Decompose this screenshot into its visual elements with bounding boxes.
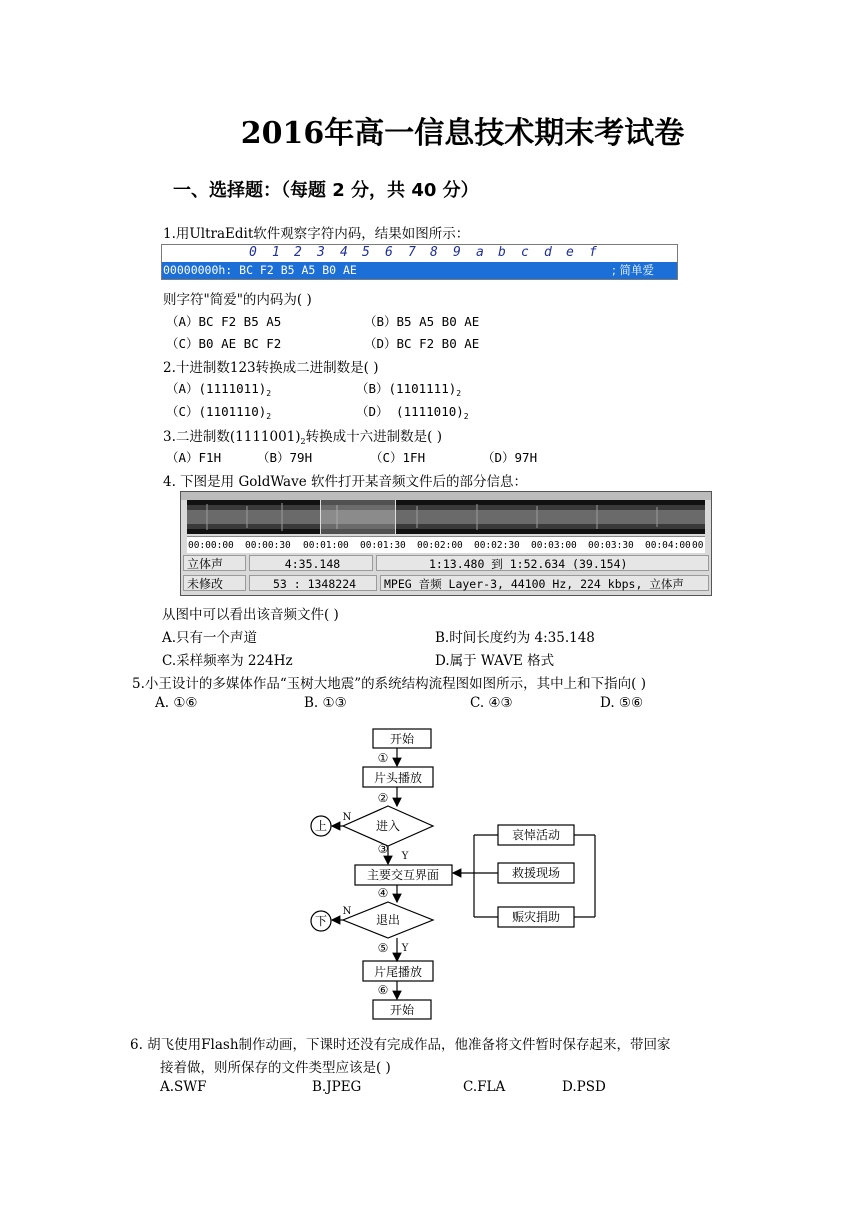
- q2-option-c: [166, 402, 271, 421]
- q2-option-d: [356, 402, 469, 421]
- format-info: MPEG 音频 Layer-3, 44100 Hz, 224 kbps, 立体声: [380, 575, 709, 591]
- ue-col: 8: [430, 245, 438, 260]
- flow-side3-text: 赈灾捐助: [511, 910, 561, 924]
- q6-option-b: B.JPEG: [312, 1079, 362, 1095]
- flow-intro-text: 片头播放: [373, 771, 423, 785]
- goldwave-top-ruler: [181, 492, 711, 500]
- ultraedit-strip: [161, 244, 678, 280]
- flow-label-1: ①: [377, 751, 389, 765]
- q5-option-c: C. ④③: [470, 695, 513, 711]
- q4-stem: 4. 下图是用 GoldWave 软件打开某音频文件后的部分信息：: [163, 474, 527, 490]
- q4-option-c: C.采样频率为 224Hz: [162, 653, 293, 669]
- goldwave-panel: [180, 491, 712, 596]
- time-tick: 00: [692, 540, 704, 551]
- flow-label-6: ⑥: [377, 983, 389, 997]
- section-heading: 一、选择题：（每题 2 分，共 40 分）: [173, 180, 479, 201]
- ultraedit-hex-row: [162, 262, 677, 279]
- flow-side1-text: 哀悼活动: [511, 828, 561, 842]
- q2-option-a-text: （A）(1111011): [166, 381, 267, 396]
- q6-option-c: C.FLA: [463, 1079, 506, 1095]
- q6-line-2: 接着做，则所保存的文件类型应该是( ): [160, 1060, 391, 1076]
- q2-option-d-text: （D） (1111010): [356, 404, 464, 419]
- ue-hex-bytes: 00000000h: BC F2 B5 A5 B0 AE: [163, 263, 357, 277]
- subscript: 2: [463, 412, 469, 421]
- flow-label-2: ②: [377, 791, 389, 805]
- time-tick: 00:03:00: [531, 540, 577, 551]
- time-tick: 00:01:00: [303, 540, 349, 551]
- time-tick: 00:00:30: [245, 540, 291, 551]
- flow-label-3: ③: [377, 842, 389, 856]
- modified-status: 未修改: [183, 575, 246, 591]
- waveform-selection[interactable]: [320, 500, 396, 534]
- ue-col: 7: [408, 245, 416, 260]
- q2-option-b-text: （B）(1101111): [356, 381, 457, 396]
- q4-option-b: B.时间长度约为 4:35.148: [435, 630, 595, 646]
- time-ruler: [187, 536, 705, 553]
- flow-exit-text: 退出: [375, 913, 401, 927]
- q3-option-b: （B）79H: [257, 450, 313, 465]
- ue-col: 4: [340, 245, 348, 260]
- ue-col: 2: [294, 245, 302, 260]
- q3-option-c: （C）1FH: [370, 450, 426, 465]
- q1-option-a: （A）BC F2 B5 A5: [166, 314, 282, 329]
- flow-start-text: 开始: [389, 732, 415, 746]
- ue-col: 5: [362, 245, 370, 260]
- length-value: 4:35.148: [249, 555, 373, 571]
- flow-up-text: 上: [314, 819, 328, 833]
- q3-stem-pre: 3.二进制数(1111001): [163, 429, 301, 445]
- q2-option-c-text: （C）(1101110): [166, 404, 267, 419]
- ue-col: c: [521, 245, 529, 260]
- q2-option-a: [166, 379, 271, 398]
- q2-option-b: [356, 379, 461, 398]
- flow-enter-text: 进入: [375, 819, 401, 833]
- time-tick: 00:03:30: [588, 540, 634, 551]
- q1-option-b: （B）B5 A5 B0 AE: [364, 314, 480, 329]
- flow-label-5: ⑤: [377, 941, 389, 955]
- goldwave-status-row-2: [183, 575, 709, 592]
- time-tick: 00:00:00: [188, 540, 234, 551]
- ue-col: 9: [453, 245, 461, 260]
- q5-option-d: D. ⑤⑥: [600, 695, 644, 711]
- q4-option-a: A.只有一个声道: [162, 630, 258, 646]
- q1-stem: 1.用UltraEdit软件观察字符内码，结果如图所示：: [163, 226, 470, 242]
- ue-col: 1: [272, 245, 280, 260]
- flow-main-text: 主要交互界面: [366, 868, 440, 882]
- exam-title: 2016年高一信息技术期末考试卷: [240, 116, 685, 151]
- flow-n-label-1: N: [342, 812, 352, 823]
- q3-option-a: （A）F1H: [166, 450, 222, 465]
- subscript: 2: [266, 412, 272, 421]
- frame-counter: 53 : 1348224: [249, 575, 377, 591]
- selection-range: 1:13.480 到 1:52.634 (39.154): [376, 555, 709, 571]
- ue-col: 3: [317, 245, 325, 260]
- q5-stem: 5.小王设计的多媒体作品“玉树大地震”的系统结构流程图如图所示，其中上和下指向( ): [132, 676, 647, 692]
- ue-col: e: [566, 245, 574, 260]
- goldwave-status-row-1: [183, 555, 709, 572]
- flow-y-label-1: Y: [401, 851, 409, 862]
- ue-col: f: [589, 245, 597, 260]
- q2-stem: 2.十进制数123转换成二进制数是( ): [163, 360, 379, 376]
- q4-question: 从图中可以看出该音频文件( ): [162, 607, 339, 623]
- flow-outro-text: 片尾播放: [373, 965, 423, 979]
- q1-option-c: （C）B0 AE BC F2: [166, 336, 282, 351]
- time-tick: 00:02:00: [417, 540, 463, 551]
- q6-option-d: D.PSD: [562, 1079, 606, 1095]
- ue-col: 0: [249, 245, 257, 260]
- q3-stem: [163, 425, 442, 446]
- time-tick: 00:02:30: [474, 540, 520, 551]
- time-tick: 00:04:00: [645, 540, 691, 551]
- flow-n-label-2: N: [342, 906, 352, 917]
- ue-char-preview: ; 简单爱: [612, 263, 655, 277]
- q6-line-1: 6. 胡飞使用Flash制作动画，下课时还没有完成作品，他准备将文件暂时保存起来，带回家: [130, 1037, 671, 1053]
- q6-option-a: A.SWF: [160, 1079, 207, 1095]
- ue-col: d: [544, 245, 552, 260]
- flow-end-text: 开始: [389, 1003, 415, 1017]
- time-tick: 00:01:30: [360, 540, 406, 551]
- waveform-graphic: [187, 500, 705, 534]
- subscript: 2: [266, 389, 272, 398]
- q1-option-d: （D）BC F2 B0 AE: [364, 336, 480, 351]
- q1-question: 则字符"简爱"的内码为( ): [163, 292, 312, 308]
- ue-col: b: [498, 245, 506, 260]
- subscript: 2: [456, 389, 462, 398]
- flow-side2-text: 救援现场: [511, 866, 561, 880]
- q3-option-d: （D）97H: [482, 450, 538, 465]
- q4-option-d: D.属于 WAVE 格式: [435, 653, 555, 669]
- ultraedit-column-header: [162, 245, 677, 262]
- q5-option-b: B. ①③: [304, 695, 347, 711]
- stereo-label: 立体声: [183, 555, 246, 571]
- ue-col: a: [476, 245, 484, 260]
- subscript: 2: [300, 437, 306, 446]
- flowchart: [300, 722, 610, 1022]
- flow-label-4: ④: [377, 886, 389, 900]
- q5-option-a: A. ①⑥: [155, 695, 198, 711]
- flow-y-label-2: Y: [401, 943, 409, 954]
- q3-stem-post: 转换成十六进制数是( ): [305, 429, 442, 445]
- waveform-display: [187, 500, 705, 534]
- ue-col: 6: [385, 245, 393, 260]
- flow-down-text: 下: [314, 914, 328, 928]
